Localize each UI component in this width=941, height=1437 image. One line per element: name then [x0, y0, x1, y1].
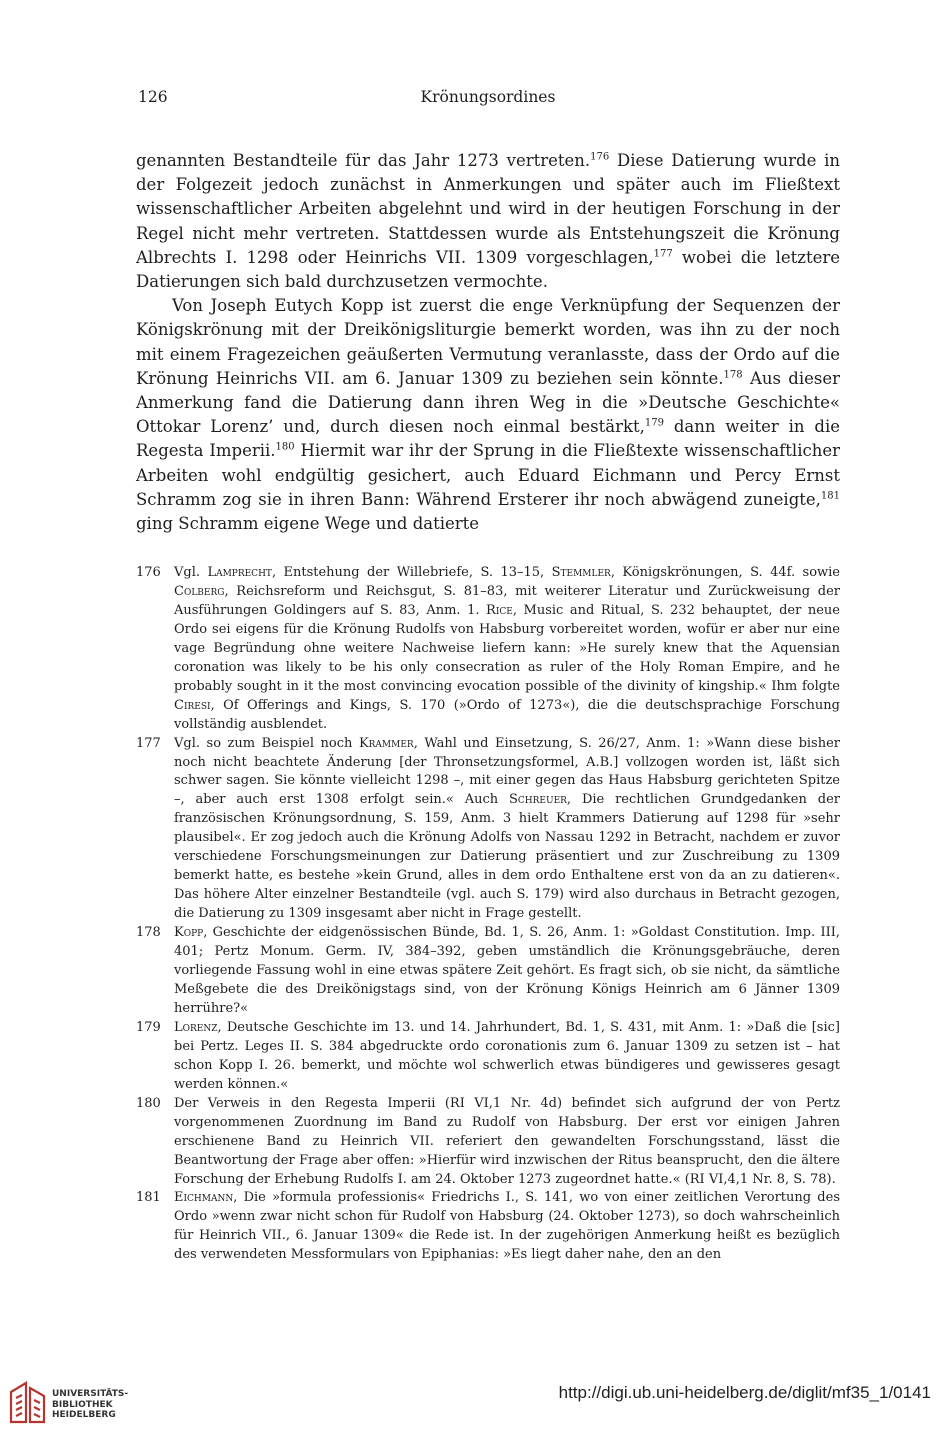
footnote-ref-176[interactable]: 176	[590, 151, 610, 163]
footnote-180: 180 Der Verweis in den Regesta Imperii (RI VI,1 Nr. 4d) befindet sich aufgrund der von Pertz vorgenommenen Zuordnung im Band zu Rudolf von Habsburg. Der erst vor einigen Jahren erschienene Band zu Heinrich VII. referiert den gewandelten Forschungsstand, lässt die Beantwortung der Frage aber offen: »Hierfür wird inzwischen der Ritus beansprucht, den die ältere Forschung der Erhebung Rudolfs I. am 24. Oktober 1273 zugeordnet hatte.« (RI VI,4,1 Nr. 8, S. 78).	[136, 1095, 840, 1187]
library-name: UNIVERSITÄTS- BIBLIOTHEK HEIDELBERG	[52, 1389, 129, 1420]
footnote-ref-180[interactable]: 180	[275, 441, 295, 453]
footnote-number: 180	[136, 1095, 161, 1111]
footnote-ref-178[interactable]: 178	[723, 369, 743, 381]
footnote-number: 177	[136, 735, 161, 751]
library-logo[interactable]	[8, 1380, 138, 1426]
footnote-181: 181 Eichmann, Die »formula professionis« Friedrichs I., S. 141, wo von einer zeitlichen Verortung des Ordo »wenn zwar nicht schon für Rudolf von Habsburg (24. Oktober 1273), so doch wahrscheinlich für Heinrich VII., 6. Januar 1309« die Rede ist. In der zugehörigen Anmerkung heißt es bezüglich des verwendeten Messformulars von Epiphanias: »Es liegt daher nahe, den an den	[136, 1190, 840, 1263]
running-title: Krönungsordines	[420, 88, 556, 106]
footnote-176: 176 Vgl. Lamprecht, Entstehung der Willebriefe, S. 13–15, Stemmler, Königskrönungen, S. 44f. sowie Colberg, Reichsreform und Reichsgut, S. 81–83, mit weiterer Literatur und Zurückweisung der Ausführungen Goldingers auf S. 83, Anm. 1. Rice, Music and Ritual, S. 232 behauptet, der neue Ordo sei eigens für die Krönung Rudolfs von Habsburg vorbereitet worden, wofür er aber nur eine vage Begründung ohne weitere Nachweise liefern kann: »He surely knew that the Aquensian coronation was likely to be his only consecration as ruler of the Holy Roman Empire, and he probably sought in it the most convincing evocation possible of the divinity of kingship.« Ihm folgte Ciresi, Of Offerings and Kings, S. 170 (»Ordo of 1273«), die die deutschsprachige Forschung vollständig ausblendet.	[136, 565, 841, 732]
body-text	[136, 149, 840, 536]
digitization-footer	[0, 1378, 941, 1437]
footnote-ref-181[interactable]: 181	[820, 490, 840, 502]
running-head	[138, 88, 838, 112]
paragraph-1: genannten Bestandteile für das Jahr 1273 vertreten.$^{176}$ Diese Datierung wurde in der Folgezeit jedoch zunächst in Anmerkungen und später auch im Fließtext wissenschaftlicher Arbeiten abgelehnt und wird in der heutigen Forschung in der Regel nicht mehr vertreten. Stattdessen wurde als Entstehungszeit die Krönung Albrechts I. 1298 oder Heinrichs VII. 1309 vorgeschlagen,$^{177}$ wobei die letztere Datierungen sich bald durchzusetzen vermochte.	[136, 151, 841, 292]
footnote-178: 178 Kopp, Geschichte der eidgenössischen Bünde, Bd. 1, S. 26, Anm. 1: »Goldast Constitution. Imp. III, 401; Pertz Monum. Germ. IV, 384–392, geben umständlich die Krönungsgebräuche, deren vorliegende Fassung wohl in eine etwas spätere Zeit gehört. Es fragt sich, ob sie nicht, da sämtliche Meßgebete die des Dreikönigstags sind, von der Krönung Königs Heinrich am 6 Jänner 1309 herrühre?«	[136, 925, 840, 1016]
footnote-ref-177[interactable]: 177	[653, 248, 673, 260]
footnote-number: 178	[136, 925, 161, 941]
library-emblem-icon	[8, 1380, 48, 1426]
page-number: 126	[138, 88, 168, 106]
footnote-177: 177 Vgl. so zum Beispiel noch Krammer, Wahl und Einsetzung, S. 26/27, Anm. 1: »Wann diese bisher noch nicht beachtete Änderung [der Thronsetzungsformel, A.B.] vollzogen worden ist, läßt sich schwer sagen. Sie könnte vielleicht 1298 –, mit einer gegen das Haus Habsburg gerichteten Spitze –, aber auch erst 1308 erfolgt sein.« Auch Schreuer, Die rechtlichen Grundgedanken der französischen Krönungsordnung, S. 159, Anm. 3 hielt Krammers Datierung auf 1298 für »sehr plausibel«. Er zog jedoch auch die Krönung Adolfs von Nassau 1292 in Betracht, nachdem er zuvor verschiedene Forschungsmeinungen zur Datierung präsentiert und zur Zuschreibung zu 1309 bemerkt hatte, es bestehe »kein Grund, alles in dem ordo Enthaltene erst von da an zu datieren«. Das höhere Alter einzelner Bestandteile (vgl. auch S. 179) wird also durchaus in Betracht gezogen, die Datierung zu 1309 insgesamt aber nicht in Frage gestellt.	[136, 735, 841, 922]
footnote-number: 176	[136, 565, 161, 580]
footnote-number: 179	[136, 1019, 161, 1035]
paragraph-2: Von Joseph Eutych Kopp ist zuerst die enge Verknüpfung der Sequenzen der Königskrönung mit der Dreikönigsliturgie bemerkt worden, was ihn zu der noch mit einem Fragezeichen geäußerten Vermutung veranlasste, dass der Ordo auf die Krönung Heinrichs VII. am 6. Januar 1309 zu beziehen sein könnte.$^{178}$ Aus dieser Anmerkung fand die Datierung dann ihren Weg in die »Deutsche Geschichte« Ottokar Lorenz’ und, durch diesen noch einmal bestärkt,$^{179}$ dann weiter in die Regesta Imperii.$^{180}$ Hiermit war ihr der Sprung in die Fließtexte wissenschaftlicher Arbeiten wohl endgültig gesichert, auch Eduard Eichmann und Percy Ernst Schramm zog sie in ihren Bann: Während Ersterer ihr noch abwägend zuneigte,$^{181}$ ging Schramm eigene Wege und datierte	[136, 296, 840, 534]
footnote-179: 179 Lorenz, Deutsche Geschichte im 13. und 14. Jahrhundert, Bd. 1, S. 431, mit Anm. 1: »Daß die [sic] bei Pertz. Leges II. S. 384 abgedruckte ordo coronationis zum 6. Januar 1309 zu setzen ist – hat schon Kopp I. 26. bemerkt, und möchte wol schwerlich etwas bündigeres und gewisseres gesagt werden können.«	[136, 1019, 840, 1092]
source-url[interactable]: http://digi.ub.uni-heidelberg.de/diglit/mf35_1/0141	[558, 1383, 931, 1402]
footnote-number: 181	[136, 1190, 161, 1206]
footnote-ref-179[interactable]: 179	[644, 417, 664, 429]
footnotes	[136, 564, 840, 1265]
